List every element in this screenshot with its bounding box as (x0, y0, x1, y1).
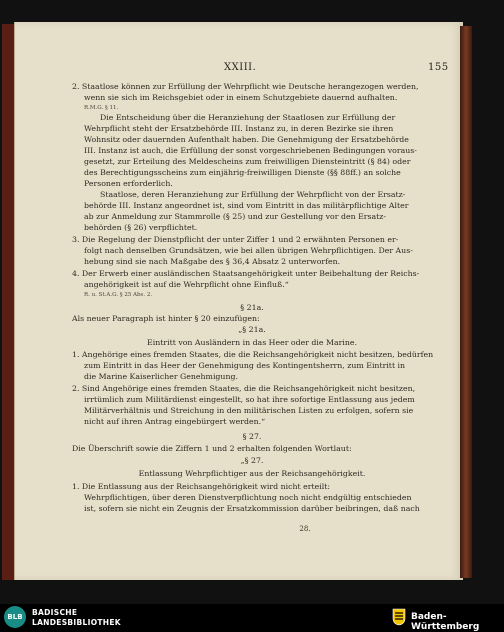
text-line: folgt nach denselben Grundsätzen, wie bei allen übrigen Wehrpflichtigen. Der Aus- (84, 246, 413, 255)
subheading: Entlassung Wehrpflichtiger aus der Reichsangehörigkeit. (138, 469, 366, 478)
text-line: behörden (§ 26) verpflichtet. (84, 223, 198, 232)
text-line: 4. Der Erwerb einer ausländischen Staatsangehörigkeit unter Beibehaltung der Reichs- (72, 269, 420, 278)
book-spine (460, 26, 472, 578)
text-line: Als neuer Paragraph ist hinter § 20 einzufügen: (72, 314, 260, 323)
text-line: Wehrpflichtigen, über deren Dienstverpflichtung noch nicht endgültig entschieden (84, 493, 412, 502)
text-line: 1. Angehörige eines fremden Staates, die die Reichsangehörigkeit nicht besitzen, bedürfen (72, 350, 434, 359)
library-name-line2: LANDESBIBLIOTHEK (32, 618, 121, 627)
section-heading: XXIII. (224, 62, 257, 73)
text-line: zum Eintritt in das Heer der Genehmigung des Kontingentsherrn, zum Eintritt in (84, 361, 406, 370)
state-name[interactable]: Baden-Württemberg (411, 612, 480, 632)
text-line: 3. Die Regelung der Dienstpflicht der unter Ziffer 1 und 2 erwähnten Personen er- (72, 235, 399, 244)
text-line: irrtümlich zum Militärdienst eingestellt, so hat ihre sofortige Entlassung aus jedem (84, 395, 415, 404)
text-line: Wehrpflicht steht der Ersatzbehörde III. Instanz zu, in deren Bezirke sie ihren (84, 124, 394, 133)
paragraph-heading: „§ 27. (240, 456, 264, 465)
paragraph-heading: § 21a. (240, 303, 264, 312)
text-line: Militärverhältnis und Streichung in den militärischen Listen zu erfolgen, sofern sie (84, 406, 414, 415)
text-line: Staatlose, deren Heranziehung zur Erfüllung der Wehrpflicht von der Ersatz- (100, 190, 406, 199)
text-line: angehörigkeit ist auf die Wehrpflicht ohne Einfluß.“ (84, 280, 289, 289)
text-line: hebung sind sie nach Maßgabe des § 36,4 Absatz 2 unterworfen. (84, 257, 341, 266)
text-line: des Berechtigungsscheins zum einjährig-freiwilligen Dienste (§§ 88ff.) an solche (84, 168, 401, 177)
text-line: ist, sofern sie nicht ein Zeugnis der Ersatzkommission darüber beibringen, daß nach (84, 504, 420, 513)
text-line: behörde III. Instanz angeordnet ist, sind vom Eintritt in das militärpflichtige Alter (84, 201, 409, 210)
text-line: gesetzt, zur Erteilung des Meldescheins zum freiwilligen Diensteintritt (§ 84) oder (84, 157, 411, 166)
paragraph-heading: § 27. (242, 432, 262, 441)
citation: R. u. St.A.G. § 25 Abs. 2. (84, 292, 153, 298)
text-line: die Marine Kaiserlicher Genehmigung. (84, 372, 238, 381)
text-line: 1. Die Entlassung aus der Reichsangehörigkeit wird nicht erteilt: (72, 482, 330, 491)
state-coat-of-arms-icon (392, 608, 406, 626)
blb-logo[interactable]: BLB (4, 606, 26, 628)
text-line: nicht auf ihren Antrag eingebürgert werden.“ (84, 417, 266, 426)
subheading: Eintritt von Ausländern in das Heer oder die Marine. (147, 338, 357, 347)
text-line: III. Instanz ist auch, die Erfüllung der sonst vorgeschriebenen Bedingungen voraus- (84, 146, 417, 155)
text-line: 2. Sind Angehörige eines fremden Staates, die die Reichsangehörigkeit nicht besitzen, (72, 384, 416, 393)
text-line: Wohnsitz oder dauernden Aufenthalt haben. Die Genehmigung der Ersatzbehörde (84, 135, 409, 144)
paragraph-heading: „§ 21a. (238, 325, 266, 334)
text-line: ab zur Anmeldung zur Stammrolle (§ 25) und zur Gestellung vor den Ersatz- (84, 212, 387, 221)
text-line: Die Entscheidung über die Heranziehung der Staatlosen zur Erfüllung der (100, 113, 396, 122)
text-line: Personen erforderlich. (84, 179, 173, 188)
page-footer-number: 28. (299, 525, 311, 533)
text-line: Die Überschrift sowie die Ziffern 1 und 2 erhalten folgenden Wortlaut: (72, 444, 352, 453)
text-line: wenn sie sich im Reichsgebiet oder in einem Schutzgebiete dauernd aufhalten. (84, 93, 398, 102)
library-name-line1: BADISCHE (32, 608, 78, 617)
citation: R.M.G. § 11. (84, 105, 119, 111)
page-number: 155 (428, 62, 449, 73)
text-line: 2. Staatlose können zur Erfüllung der Wehrpflicht wie Deutsche herangezogen werden, (72, 82, 419, 91)
